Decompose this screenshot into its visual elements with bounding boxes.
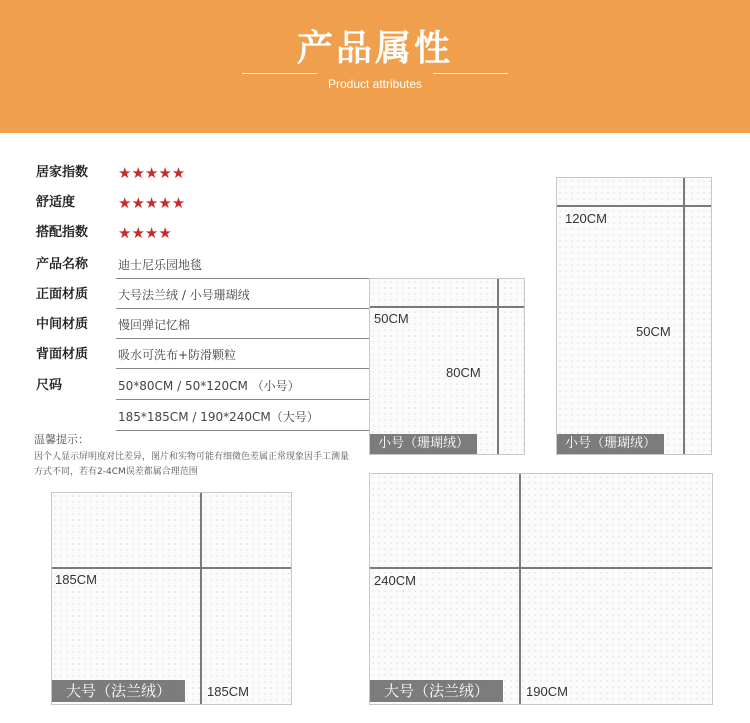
attr-value: 吸水可洗布+防滑颗粒: [118, 348, 237, 362]
tips-title: 温馨提示：: [34, 433, 89, 446]
rug-large-190x240: [369, 473, 713, 705]
dimension-line-vertical: [200, 493, 202, 704]
attr-label: 背面材质: [36, 347, 89, 362]
length-label: 120CM: [565, 211, 607, 226]
rug-size-tag: 大号（法兰绒）: [370, 680, 503, 702]
width-label: 50CM: [636, 324, 671, 339]
dimension-line-horizontal: [370, 306, 524, 308]
banner-left-rule: [242, 73, 317, 74]
row-divider: [116, 399, 382, 400]
rating-stars: ★★★★: [118, 224, 172, 242]
rating-stars: ★★★★★: [118, 164, 186, 182]
height-label: 240CM: [374, 573, 416, 588]
row-divider: [116, 338, 382, 339]
length-label: 80CM: [446, 365, 481, 380]
height-label: 185CM: [55, 572, 97, 587]
attr-label: 居家指数: [36, 165, 89, 180]
header-banner: [0, 0, 750, 133]
attr-label: 搭配指数: [36, 225, 89, 240]
rug-small-50x80: [369, 278, 525, 455]
rug-size-tag: 小号（珊瑚绒）: [370, 434, 477, 454]
dimension-line-horizontal: [557, 205, 711, 207]
width-label: 50CM: [374, 311, 409, 326]
row-divider: [116, 430, 382, 431]
tips-text: 因个人显示屏明度对比差异，图片和实物可能有细微色差属正常现象因手工测量方式不同，若有2-4CM误差都属合理范围: [34, 452, 350, 477]
attr-label: 尺码: [36, 378, 63, 393]
row-divider: [116, 308, 382, 309]
attr-value: 大号法兰绒 / 小号珊瑚绒: [118, 288, 250, 302]
dimension-line-vertical: [519, 474, 521, 704]
attr-value: 迪士尼乐园地毯: [118, 258, 203, 272]
size-line-large: 185*185CM / 190*240CM（大号）: [118, 410, 319, 424]
dimension-line-vertical: [497, 279, 499, 454]
width-label: 190CM: [526, 684, 568, 699]
row-divider: [116, 368, 382, 369]
attr-label: 舒适度: [36, 195, 76, 210]
rug-small-50x120: [556, 177, 712, 455]
rug-large-185x185: [51, 492, 292, 705]
width-label: 185CM: [207, 684, 249, 699]
attr-value: 慢回弹记忆棉: [118, 318, 191, 332]
rug-size-tag: 小号（珊瑚绒）: [557, 434, 664, 454]
banner-right-rule: [433, 73, 508, 74]
rug-size-tag: 大号（法兰绒）: [52, 680, 185, 702]
attr-label: 正面材质: [36, 287, 89, 302]
rating-stars: ★★★★★: [118, 194, 186, 212]
attr-label: 产品名称: [36, 257, 89, 272]
dimension-line-horizontal: [370, 567, 712, 569]
attr-label: 中间材质: [36, 317, 89, 332]
banner-subtitle: Product attributes: [327, 77, 423, 91]
attr-value: 50*80CM / 50*120CM （小号）: [118, 379, 300, 393]
dimension-line-horizontal: [52, 567, 291, 569]
banner-title: 产品属性: [296, 28, 453, 69]
dimension-line-vertical: [683, 178, 685, 454]
row-divider: [116, 278, 382, 279]
